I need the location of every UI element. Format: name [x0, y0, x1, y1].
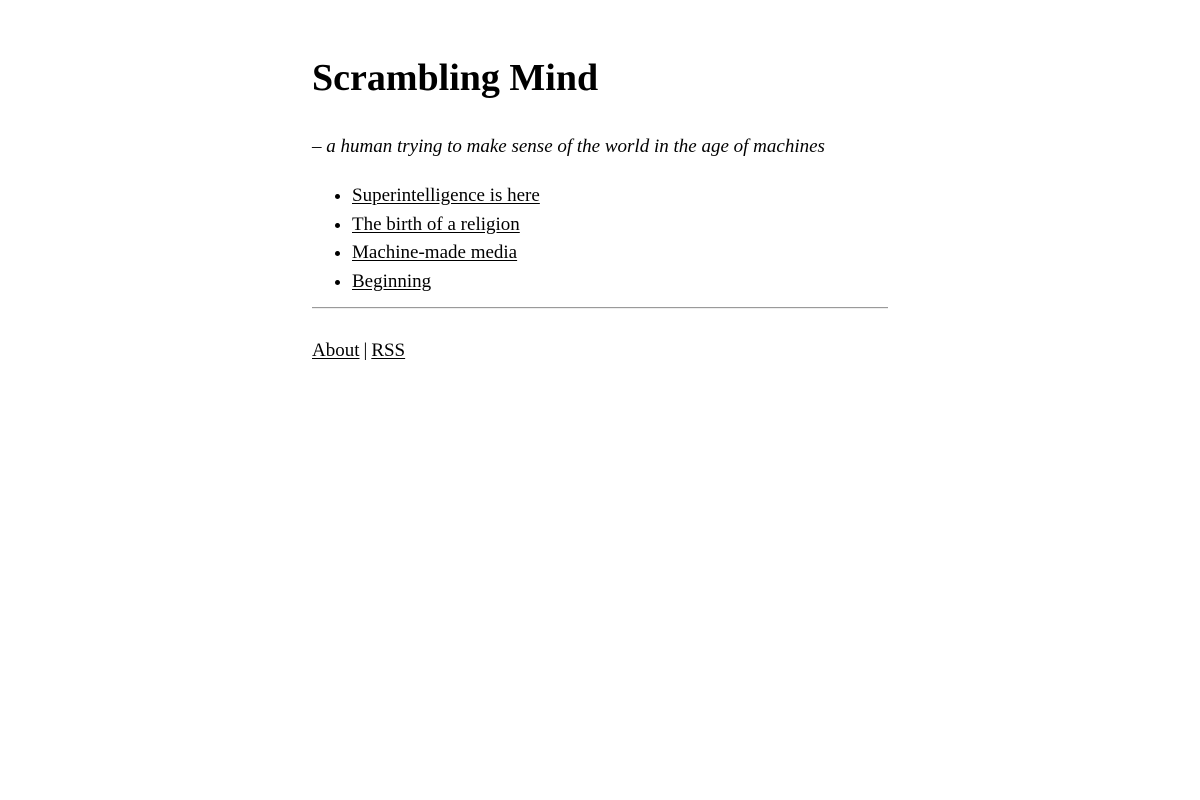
footer-divider: [312, 307, 888, 309]
list-item: [352, 239, 540, 268]
post-link-machine-made-media[interactable]: Machine-made media: [352, 242, 518, 264]
footer-separator: |: [363, 340, 368, 361]
rss-link[interactable]: RSS: [371, 340, 406, 361]
post-link-the-birth-of-a-religion[interactable]: The birth of a religion: [352, 213, 520, 235]
post-list: [312, 182, 540, 297]
list-item: [352, 182, 540, 211]
tagline-text: a human trying to make sense of the world in the age of machines: [326, 136, 825, 157]
list-item: [352, 211, 540, 240]
site-tagline: [312, 135, 825, 159]
site-title: Scrambling Mind: [312, 57, 599, 99]
footer-nav: [312, 339, 405, 363]
about-link[interactable]: About: [312, 340, 360, 361]
post-link-beginning[interactable]: Beginning: [352, 271, 432, 293]
tagline-dash: –: [312, 136, 322, 157]
post-link-superintelligence-is-here[interactable]: Superintelligence is here: [352, 185, 540, 206]
list-item: [352, 268, 540, 297]
